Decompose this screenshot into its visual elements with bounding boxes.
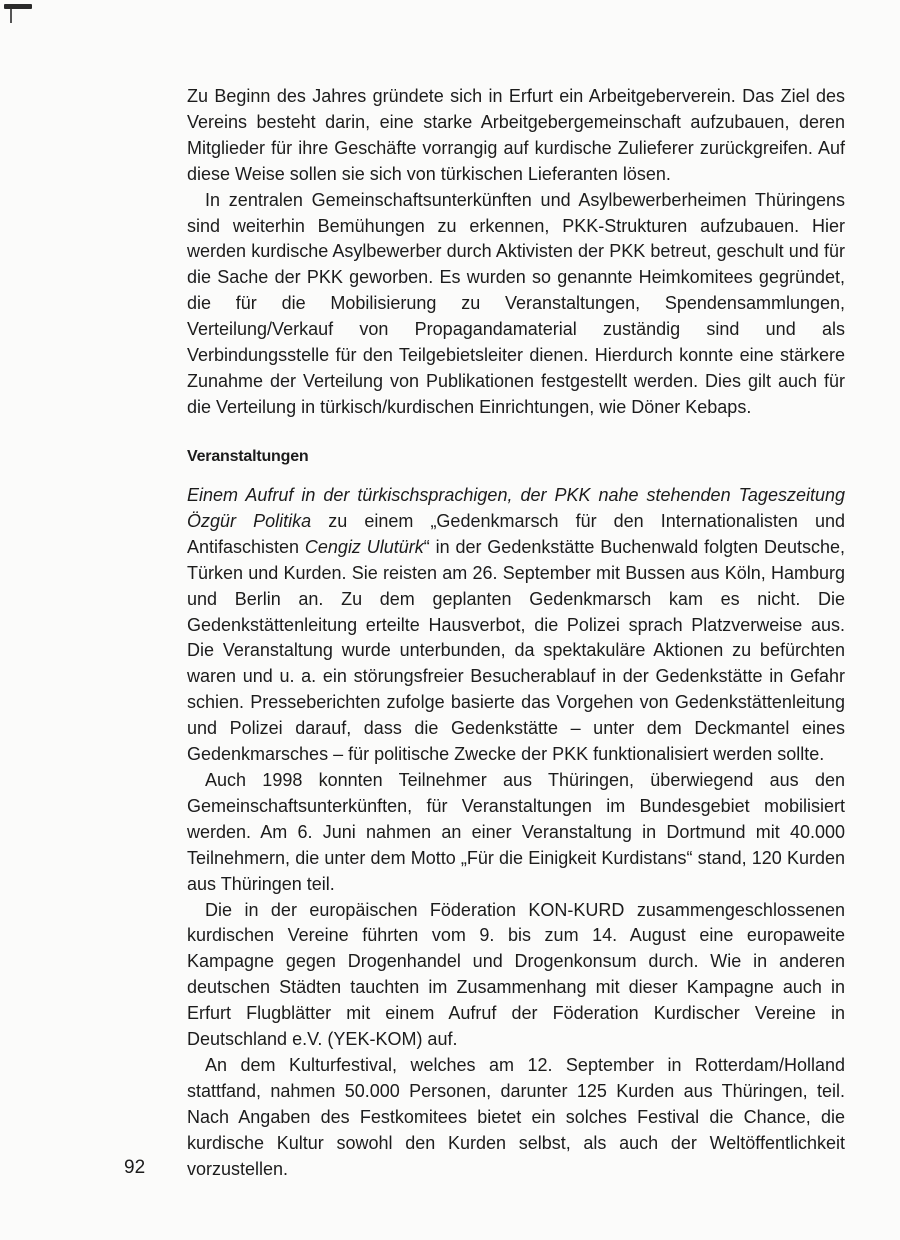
italic-intro-text: Einem Aufruf in der türkischsprachigen, der PKK nahe stehenden Tageszeitung [187, 485, 845, 505]
paragraph-arbeitgeberverein: Zu Beginn des Jahres gründete sich in Erfurt ein Arbeitgeberverein. Das Ziel des Vereins besteht darin, eine starke Arbeitgebergemeinschaft aufzubauen, deren Mitglieder für ihre Geschäfte vorrangig auf kurdische Zulieferer zurückgreifen. Auf diese Weise sollen sie sich von türkischen Lieferanten lösen. [187, 86, 845, 184]
page-number: 92 [124, 1157, 146, 1178]
intro-text-block [187, 84, 845, 421]
person-name: Cengiz Ulutürk [304, 536, 424, 557]
paragraph-kulturfestival: An dem Kulturfestival, welches am 12. September in Rotterdam/Holland stattfand, nahmen 50.000 Personen, darunter 125 Kurden aus Thüringen, teil. Nach Angaben des Festkomitees bietet ein solches Festival die Chance, die kurdische Kultur sowohl den Kurden selbst, als auch der Weltöffentlichkeit vorzustellen. [187, 1054, 845, 1179]
section-heading-veranstaltungen: Veranstaltungen [187, 448, 309, 465]
paragraph-gemeinschaftsunterkuenfte: In zentralen Gemeinschaftsunterkünften und Asylbewerberheimen Thüringens sind weiterhin Bemühungen zu erkennen, PKK-Strukturen aufzubauen. Hier werden kurdische Asylbewerber durch Aktivisten der PKK betreut, geschult und für die Sache der PKK geworben. Es wurden so genannte Heimkomitees gegründet, die für die Mobilisierung zu Veranstaltungen, Spendensammlungen, Verteilung/Verkauf von Propagandamaterial zuständig sind und als Verbindungsstelle für den Teilgebietsleiter dienen. Hierdurch konnte eine stärkere Zunahme der Verteilung von Publikationen festgestellt werden. Dies gilt auch für die Verteilung in türkisch/kurdischen Einrichtungen, wie Döner Kebaps. [187, 189, 845, 417]
veranstaltungen-text-block [187, 483, 845, 1182]
paragraph-gedenkmarsch [187, 483, 845, 768]
paragraph-dortmund: Auch 1998 konnten Teilnehmer aus Thüringen, überwiegend aus den Gemeinschaftsunterkünften, für Veranstaltungen im Bundesgebiet mobilisiert werden. Am 6. Juni nahmen an einer Veranstaltung in Dortmund mit 40.000 Teilnehmern, die unter dem Motto „Für die Einigkeit Kurdistans“ stand, 120 Kurden aus Thüringen teil. [187, 769, 845, 894]
paragraph-text-segment: zu einem „Gedenkmarsch für den Internationalisten und Antifaschisten [187, 510, 845, 557]
scan-artifact-mark [4, 4, 32, 9]
paragraph-kon-kurd: Die in der europäischen Föderation KON-KURD zusammengeschlossenen kurdischen Vereine führten vom 9. bis zum 14. August eine europaweite Kampagne gegen Drogenhandel und Drogenkonsum durch. Wie in anderen deutschen Städten tauchten im Zusammenhang mit dieser Kampagne auch in Erfurt Flugblätter mit einem Aufruf der Föderation Kurdischer Vereine in Deutschland e.V. (YEK-KOM) auf. [187, 899, 845, 1050]
paragraph-text-segment: “ in der Gedenkstätte Buchenwald folgten Deutsche, Türken und Kurden. Sie reisten am 26. September mit Bussen aus Köln, Hamburg und Berlin an. Zu dem geplanten Gedenkmarsch kam es nicht. Die Gedenkstättenleitung erteilte Hausverbot, die Polizei sprach Platzverweise aus. Die Veranstaltung wurde unterbunden, da spektakuläre Aktionen zu befürchten waren und u. a. ein störungsfreier Besucherablauf in der Gedenkstätte in Gefahr schien. Presseberichten zufolge basierte das Vorgehen von Gedenkstättenleitung und Polizei darauf, dass die Gedenkstätte – unter dem Deckmantel eines Gedenkmarsches – für politische Zwecke der PKK funktionalisiert werden sollte. [187, 536, 846, 765]
newspaper-name: Özgür Politika [187, 510, 312, 531]
